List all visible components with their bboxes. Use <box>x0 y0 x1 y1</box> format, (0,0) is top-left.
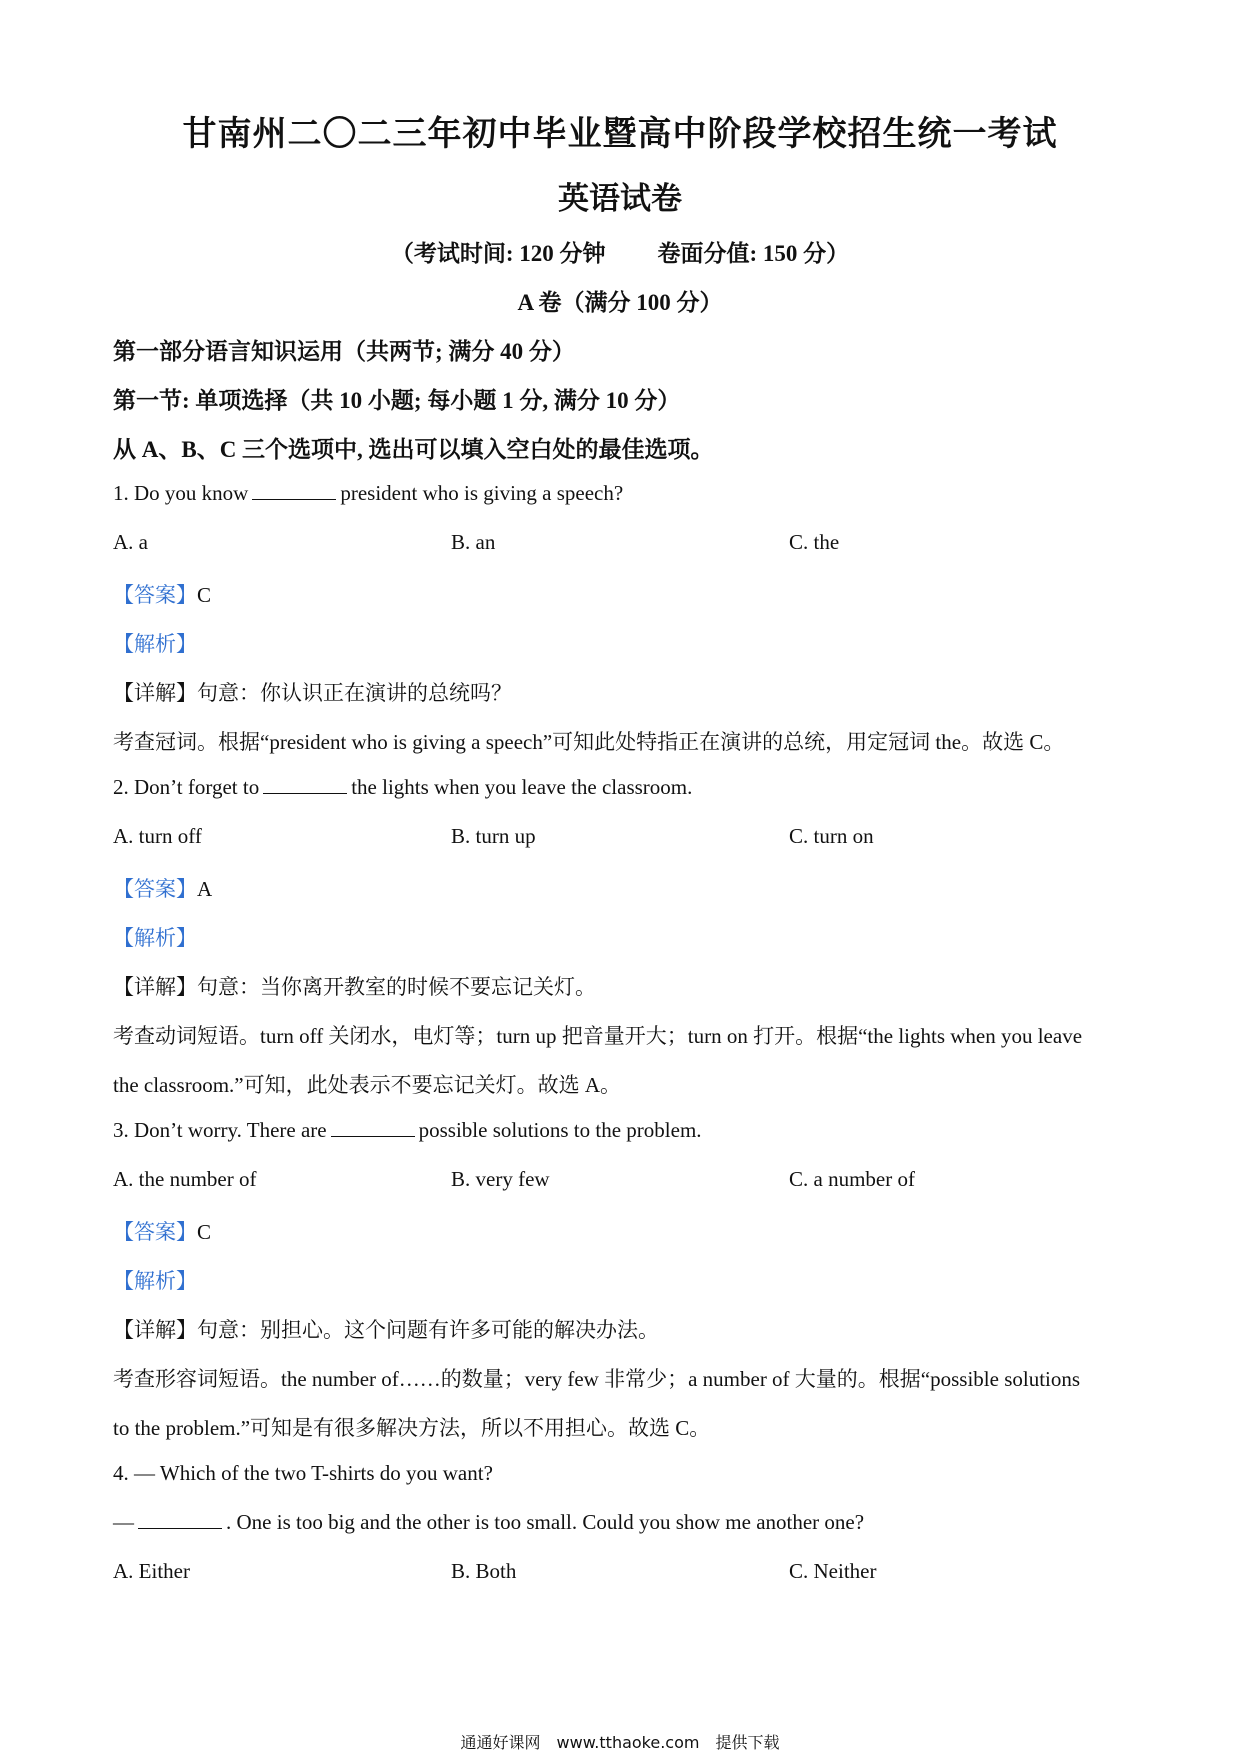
question-3-stem-start: 3. Don’t worry. There are <box>113 1118 327 1142</box>
question-1-option-c: C. the <box>789 530 840 554</box>
question-2-stem <box>113 775 1143 800</box>
question-2-option-c: C. turn on <box>789 824 874 848</box>
question-1-stem-start: 1. Do you know <box>113 481 249 505</box>
answer-blank <box>331 1135 415 1137</box>
question-3-option-c: C. a number of <box>789 1167 915 1191</box>
detail-text: 句意：你认识正在演讲的总统吗？ <box>197 681 512 705</box>
question-4-response <box>113 1510 1143 1535</box>
exam-subtitle: 英语试卷 <box>558 181 682 216</box>
question-1-answer <box>113 579 1143 609</box>
detail-text: 句意：别担心。这个问题有许多可能的解决办法。 <box>197 1318 659 1342</box>
answer-tag: 【答案】 <box>113 583 197 607</box>
question-1-stem <box>113 481 1143 506</box>
question-2-analysis-tag: 【解析】 <box>113 926 197 950</box>
question-2-option-b: B. turn up <box>451 824 536 848</box>
question-1-detail <box>113 677 1143 707</box>
question-3-option-b: B. very few <box>451 1167 550 1191</box>
question-3-answer <box>113 1216 1143 1246</box>
question-2-option-a: A. turn off <box>113 824 202 848</box>
question-1-option-a: A. a <box>113 530 148 554</box>
question-2-stem-start: 2. Don’t forget to <box>113 775 260 799</box>
question-2-answer <box>113 873 1143 903</box>
answer-blank <box>263 792 347 794</box>
answer-blank <box>138 1527 222 1529</box>
question-3-explanation-line2: to the problem.”可知是有很多解决方法，所以不用担心。故选 C。 <box>113 1416 711 1440</box>
question-3-explanation-line1: 考查形容词短语。the number of……的数量；very few 非常少；a number of 大量的。根据“possible solutions <box>113 1367 1081 1391</box>
answer-value: A <box>197 877 213 901</box>
question-2-explanation-line1: 考查动词短语。turn off 关闭水，电灯等；turn up 把音量开大；turn on 打开。根据“the lights when you leave <box>113 1024 1083 1048</box>
question-1-analysis-tag: 【解析】 <box>113 632 197 656</box>
answer-blank <box>252 498 336 500</box>
question-3-stem <box>113 1118 1143 1143</box>
answer-tag: 【答案】 <box>113 877 197 901</box>
question-4-option-c: C. Neither <box>789 1559 877 1583</box>
question-1-stem-end: president who is giving a speech? <box>340 481 624 505</box>
question-2-detail <box>113 971 1143 1001</box>
page-footer: 通通好课网 www.tthaoke.com 提供下载 <box>460 1733 780 1752</box>
detail-text: 句意：当你离开教室的时候不要忘记关灯。 <box>197 975 596 999</box>
question-3-analysis-tag: 【解析】 <box>113 1269 197 1293</box>
detail-tag: 【详解】 <box>113 975 197 999</box>
question-2-stem-end: the lights when you leave the classroom. <box>351 775 693 799</box>
section1-heading: 第一节: 单项选择（共 10 小题; 每小题 1 分, 满分 10 分） <box>113 388 681 413</box>
question-1-option-b: B. an <box>451 530 496 554</box>
answer-value: C <box>197 1220 212 1244</box>
question-1-explanation: 考查冠词。根据“president who is giving a speech”可知此处特指正在演讲的总统，用定冠词 the。故选 C。 <box>113 730 1065 754</box>
question-4-option-b: B. Both <box>451 1559 517 1583</box>
exam-time: （考试时间: 120 分钟 <box>390 241 606 266</box>
answer-value: C <box>197 583 212 607</box>
paper-a-heading: A 卷（满分 100 分） <box>517 290 723 315</box>
question-4-response-end: . One is too big and the other is too small. Could you show me another one? <box>226 1510 865 1534</box>
question-4-dash: — <box>113 1510 134 1534</box>
question-3-option-a: A. the number of <box>113 1167 257 1191</box>
answer-tag: 【答案】 <box>113 1220 197 1244</box>
question-4-option-a: A. Either <box>113 1559 190 1583</box>
part1-heading: 第一部分语言知识运用（共两节; 满分 40 分） <box>113 339 575 364</box>
section1-instruction: 从 A、B、C 三个选项中, 选出可以填入空白处的最佳选项。 <box>113 437 714 462</box>
question-4-stem: 4. — Which of the two T-shirts do you want? <box>113 1461 493 1485</box>
question-3-stem-end: possible solutions to the problem. <box>418 1118 702 1142</box>
detail-tag: 【详解】 <box>113 681 197 705</box>
detail-tag: 【详解】 <box>113 1318 197 1342</box>
question-3-detail <box>113 1314 1143 1344</box>
question-2-explanation-line2: the classroom.”可知，此处表示不要忘记关灯。故选 A。 <box>113 1073 622 1097</box>
full-score: 卷面分值: 150 分） <box>657 241 850 266</box>
exam-title: 甘南州二〇二三年初中毕业暨高中阶段学校招生统一考试 <box>182 116 1058 153</box>
exam-info <box>0 235 1240 268</box>
